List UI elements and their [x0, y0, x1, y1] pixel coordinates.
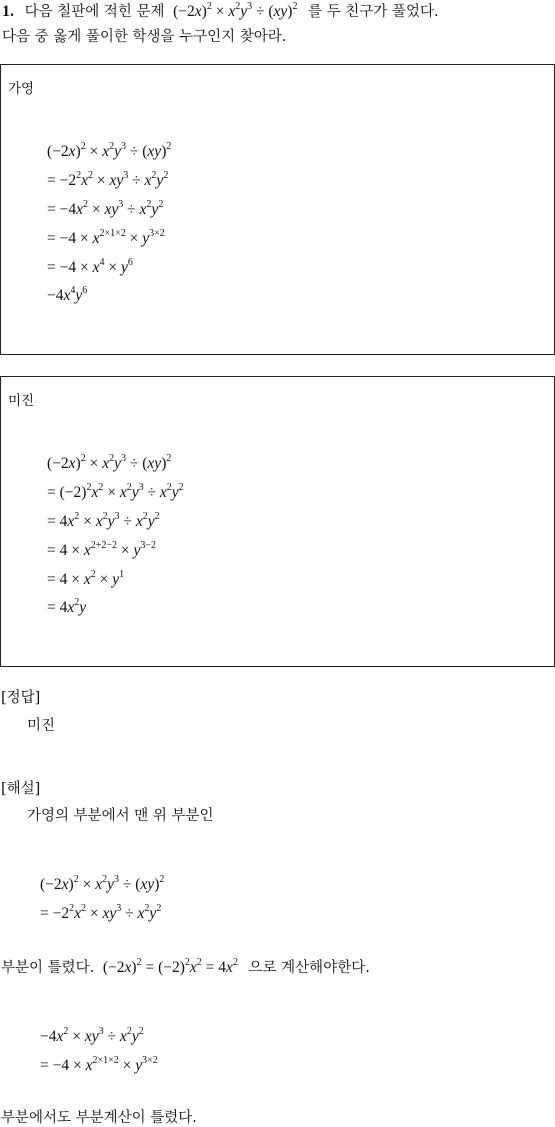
mijin-step-1: $(-2x)^2 \times x^2y^3 \div (xy)^2$	[47, 453, 172, 472]
problem-number: 1.	[2, 3, 14, 20]
gayoung-step-5: = $-4 \times x^4 \times y^6$	[47, 257, 133, 276]
problem-expression: $(-2x)^2 \times x^2y^3 \div (xy)^2$	[173, 1, 298, 20]
mijin-step-4: = $4 \times x^{2+2-2} \times y^{3-2}$	[47, 540, 157, 559]
gayoung-step-4: = $-4 \times x^{2\times 1\times 2} \times y^{3\times 2}$	[47, 228, 165, 247]
answer-heading: [정답]	[1, 690, 41, 706]
explanation-heading: [해설]	[1, 781, 41, 797]
explanation-eq2-line1: $-4x^2 \times xy^3 \div x^2y^2$	[40, 1026, 144, 1045]
gayoung-step-2: = $-2^2x^2 \times xy^3 \div x^2y^2$	[47, 170, 169, 189]
explanation-line2-before: 부분이 틀렸다.	[1, 960, 95, 976]
student-name-gayoung: 가영	[8, 81, 35, 97]
gayoung-step-1: $(-2x)^2 \times x^2y^3 \div (xy)^2$	[47, 141, 172, 160]
problem-text-after: 를 두 친구가 풀었다.	[308, 4, 439, 20]
solution-box-gayoung	[0, 64, 555, 355]
explanation-line-2	[1, 956, 370, 977]
mijin-step-5: = $4 \times x^2 \times y^1$	[47, 569, 125, 588]
explanation-line-3: 부분에서도 부분계산이 틀렸다.	[1, 1110, 197, 1126]
problem-text-before: 다음 칠판에 적힌 문제	[24, 4, 165, 20]
solution-box-mijin	[0, 376, 555, 667]
answer-text: 미진	[27, 718, 56, 734]
explanation-eq1-line2: = $-2^2x^2 \times xy^3 \div x^2y^2$	[40, 903, 162, 922]
explanation-eq1-line1: $(-2x)^2 \times x^2y^3 \div (xy)^2$	[40, 874, 165, 893]
gayoung-step-6: $-4x^4y^6$	[47, 285, 88, 304]
gayoung-step-3: = $-4x^2 \times xy^3 \div x^2y^2$	[47, 199, 164, 218]
problem-line-1	[2, 0, 439, 24]
explanation-eq2-line2: = $-4 \times x^{2\times 1\times 2} \times y^{3\times 2}$	[40, 1055, 158, 1074]
explanation-line2-after: 으로 계산해야한다.	[248, 960, 370, 976]
explanation-correct-calc: $(-2x)^2 = (-2)^2x^2 = 4x^2$	[102, 957, 238, 976]
explanation-line-1: 가영의 부분에서 맨 위 부분인	[27, 808, 214, 824]
mijin-step-3: = $4x^2 \times x^2y^3 \div x^2y^2$	[47, 511, 160, 530]
mijin-step-6: = $4x^2y$	[47, 597, 87, 616]
mijin-step-2: = $(-2)^2x^2 \times x^2y^3 \div x^2y^2$	[47, 482, 184, 501]
student-name-mijin: 미진	[8, 393, 35, 409]
problem-line-2: 다음 중 옳게 풀이한 학생을 누구인지 찾아라.	[2, 29, 287, 45]
